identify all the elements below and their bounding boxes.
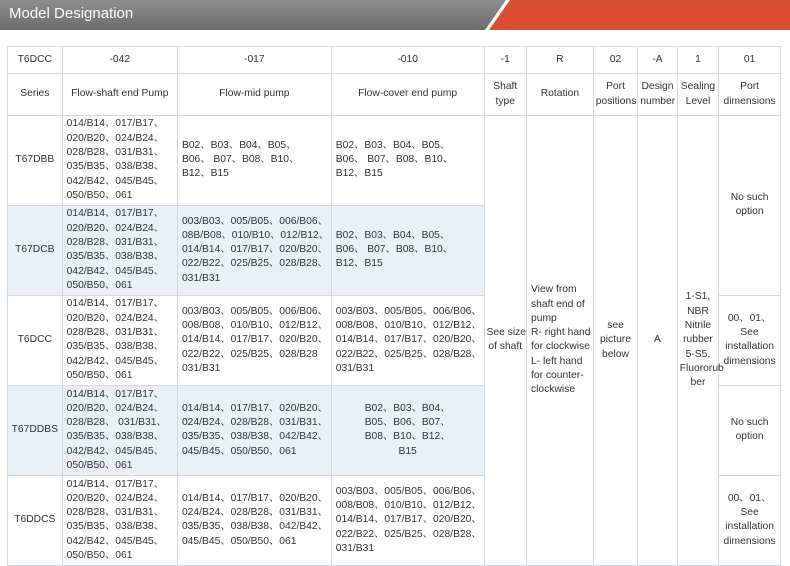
- cell-line: 014/B14、017/B17、: [66, 388, 164, 400]
- cell-line: Nitrile: [684, 319, 712, 331]
- series-cell: T6DCC: [8, 295, 63, 385]
- cell-line: number: [640, 95, 676, 107]
- label-shaft-end: Flow-shaft end Pump: [62, 74, 177, 115]
- cell-line: 050/B50、061: [66, 459, 133, 471]
- cell-line: 035/B35、038/B38、: [66, 251, 164, 263]
- section-banner: [0, 0, 790, 30]
- mid-pump-cell: [177, 205, 331, 295]
- cell-line: shaft end of: [530, 298, 585, 310]
- cell-line: for clockwise: [530, 341, 590, 353]
- cell-line: 028/B28、031/B31、: [66, 147, 164, 158]
- cell-line: View from: [530, 284, 577, 296]
- label-cover: Flow-cover end pump: [331, 74, 484, 115]
- cell-line: 008/B08、010/B10、012/B12、: [335, 319, 482, 331]
- cell-line: B02、B03、B04、: [364, 402, 451, 414]
- cell-line: Level: [685, 95, 711, 107]
- cell-line: 042/B42、045/B45、: [66, 445, 164, 457]
- cell-line: installation: [725, 521, 774, 533]
- cell-line: installation: [725, 341, 774, 353]
- mid-pump-cell: [177, 385, 331, 475]
- cell-line: See: [740, 327, 759, 339]
- shaft-end-cell: [62, 295, 177, 385]
- cell-line: Fluororub: [679, 362, 724, 374]
- cell-line: 1-S1,: [685, 291, 711, 303]
- cover-end-cell: [331, 115, 484, 205]
- cell-line: 035/B35、038/B38、042/B42、: [181, 521, 328, 533]
- cell-line: 014/B14、017/B17、: [66, 208, 164, 220]
- cell-line: 014/B14、017/B17、: [66, 118, 164, 130]
- cell-line: positions: [595, 95, 637, 107]
- label-port-dimensions: [719, 74, 781, 115]
- cell-line: 008/B08、010/B10、012/B12、: [335, 500, 482, 511]
- cell-line: 020/B20、024/B24、: [66, 132, 164, 144]
- cell-line: B05、B06、B07、: [364, 417, 451, 429]
- cell-line: 003/B03、005/B05、006/B06、: [335, 305, 482, 317]
- cell-line: 014/B14、017/B17、: [66, 478, 164, 490]
- cell-line: option: [735, 431, 764, 443]
- cell-line: 035/B35、038/B38、042/B42、: [181, 431, 328, 443]
- code-shaft-type: -1: [484, 47, 526, 74]
- cell-line: 014/B14、017/B17、020/B20、: [335, 334, 482, 346]
- cell-line: See: [740, 507, 759, 519]
- cell-line: ber: [690, 377, 706, 389]
- port-dimensions-cell: [719, 385, 781, 475]
- cell-line: dimensions: [723, 95, 776, 107]
- cell-line: L- left hand: [530, 355, 583, 367]
- cell-line: 014/B14、017/B17、020/B20、: [181, 334, 328, 346]
- code-row: [8, 47, 781, 74]
- code-series: T6DCC: [8, 47, 63, 74]
- cell-line: 020/B20、024/B24、: [66, 492, 164, 504]
- sealing-level-cell: [677, 115, 724, 565]
- shaft-end-cell: [62, 475, 177, 565]
- cell-line: dimensions: [723, 355, 776, 367]
- port-dimensions-cell: [719, 115, 781, 295]
- shaft-type-cell: [484, 115, 526, 565]
- cell-line: 014/B14、017/B17、020/B20、: [181, 244, 328, 256]
- cell-line: type: [495, 95, 515, 107]
- label-rotation: Rotation: [526, 74, 593, 115]
- cell-line: See size: [486, 327, 526, 339]
- code-port-dimensions: 01: [719, 47, 781, 74]
- cell-line: 003/B03、005/B05、006/B06、: [181, 215, 328, 227]
- cell-line: 035/B35、038/B38、: [66, 521, 164, 533]
- cell-line: 024/B24、028/B28、031/B31、: [181, 507, 328, 519]
- cell-line: No such: [730, 192, 769, 204]
- cell-line: 5-S5,: [685, 348, 711, 360]
- cell-line: pump: [530, 312, 557, 324]
- cell-line: 042/B42、045/B45、: [66, 265, 164, 277]
- cell-line: 022/B22、025/B25、028/B28、: [335, 528, 482, 540]
- shaft-end-cell: [62, 385, 177, 475]
- cell-line: 050/B50、061: [66, 279, 133, 291]
- label-port-positions: [593, 74, 638, 115]
- cell-line: 028/B28、031/B31、: [66, 327, 164, 339]
- rotation-cell: [526, 115, 593, 565]
- cell-line: 031/B31: [335, 542, 375, 554]
- label-sealing-level: [677, 74, 718, 115]
- cell-line: 035/B35、038/B38、: [66, 341, 164, 353]
- cell-line: 00、01、: [727, 312, 772, 324]
- cell-line: B12、B15: [181, 168, 229, 180]
- cell-line: 042/B42、045/B45、: [66, 535, 164, 547]
- series-cell: T67DBB: [8, 115, 63, 205]
- cover-end-cell: [331, 385, 484, 475]
- cell-line: 00、01、: [727, 492, 772, 504]
- label-series: Series: [8, 74, 63, 115]
- cell-line: B06、 B07、B08、B10、: [181, 154, 300, 166]
- cell-line: 050/B50、061: [66, 189, 133, 201]
- cell-line: B08、B10、B12、: [364, 431, 451, 443]
- mid-pump-cell: [177, 475, 331, 565]
- cell-line: 028/B28、031/B31、: [66, 507, 164, 519]
- label-shaft-type: [484, 74, 526, 115]
- cell-line: clockwise: [530, 384, 576, 396]
- cell-line: 035/B35、038/B38、: [66, 431, 164, 443]
- series-cell: T6DDCS: [8, 475, 63, 565]
- cell-line: below: [602, 348, 629, 360]
- cell-line: 014/B14、017/B17、: [66, 298, 164, 310]
- cell-line: dimensions: [723, 535, 776, 547]
- cell-line: rubber: [683, 334, 713, 346]
- series-cell: T67DDBS: [8, 385, 63, 475]
- cell-line: 045/B45、050/B50、061: [181, 535, 297, 547]
- cell-line: 042/B42、045/B45、: [66, 355, 164, 367]
- cell-line: 045/B45、050/B50、061: [181, 445, 297, 457]
- code-sealing-level: 1: [677, 47, 718, 74]
- shaft-end-cell: [62, 115, 177, 205]
- cell-line: 020/B20、024/B24、: [66, 222, 164, 234]
- cell-line: No such: [730, 417, 769, 429]
- cell-line: B15: [398, 445, 417, 457]
- code-shaft-end: -042: [62, 47, 177, 74]
- cell-line: 050/B50、061: [66, 550, 133, 562]
- cell-line: 050/B50、061: [66, 369, 133, 381]
- cell-line: of shaft: [488, 341, 523, 353]
- cell-line: Design: [641, 81, 674, 93]
- cell-line: Sealing: [680, 81, 716, 93]
- cell-line: Shaft: [493, 81, 518, 93]
- cell-line: 020/B20、024/B24、: [66, 312, 164, 324]
- cell-line: B02、B03、B04、B05、: [335, 139, 451, 151]
- cell-line: 003/B03、005/B05、006/B06、: [181, 305, 328, 317]
- code-port-positions: 02: [593, 47, 638, 74]
- cell-line: 020/B20、024/B24、: [66, 402, 164, 414]
- cell-line: 028/B28、031/B31、: [66, 237, 164, 249]
- cell-line: 031/B31: [181, 362, 221, 374]
- section-title: Model Designation: [9, 5, 134, 22]
- mid-pump-cell: [177, 295, 331, 385]
- cell-line: B06、 B07、B08、B10、: [335, 154, 454, 166]
- cover-end-cell: [331, 475, 484, 565]
- cell-line: 022/B22、025/B25、028/B28: [181, 348, 318, 360]
- cell-line: picture: [600, 334, 631, 346]
- cell-line: 031/B31: [335, 362, 375, 374]
- cell-line: 003/B03、005/B05、006/B06、: [335, 485, 482, 497]
- cell-line: 031/B31: [181, 272, 221, 284]
- series-cell: T67DCB: [8, 205, 63, 295]
- port-positions-cell: [593, 115, 638, 565]
- mid-pump-cell: [177, 115, 331, 205]
- cell-line: 028/B28、 031/B31、: [66, 417, 167, 429]
- cover-end-cell: [331, 295, 484, 385]
- cell-line: 035/B35、038/B38、: [66, 161, 164, 173]
- label-design-number: [638, 74, 677, 115]
- label-mid: Flow-mid pump: [177, 74, 331, 115]
- code-rotation: R: [526, 47, 593, 74]
- cell-line: 022/B22、025/B25、028/B28、: [181, 258, 328, 270]
- cell-line: Port: [606, 81, 625, 93]
- cell-line: B02、B03、B04、B05、: [335, 229, 451, 241]
- cell-line: 08B/B08、010/B10、012/B12、: [181, 229, 330, 241]
- model-designation-table: [7, 46, 781, 566]
- cover-end-cell: [331, 205, 484, 295]
- cell-line: NBR: [687, 305, 709, 317]
- design-number-cell: A: [638, 115, 677, 565]
- table-row: [8, 115, 781, 205]
- cell-line: 014/B14、017/B17、020/B20、: [181, 402, 328, 414]
- code-mid: -017: [177, 47, 331, 74]
- cell-line: B12、B15: [335, 168, 383, 180]
- cell-line: 014/B14、017/B17、020/B20、: [181, 492, 328, 504]
- cell-line: 008/B08、010/B10、012/B12、: [181, 319, 328, 331]
- cell-line: option: [735, 206, 764, 218]
- cell-line: B12、B15: [335, 258, 383, 270]
- cell-line: see: [607, 319, 624, 331]
- port-dimensions-cell: [719, 475, 781, 565]
- cell-line: Port: [740, 81, 760, 93]
- cell-line: B02、B03、B04、B05、: [181, 139, 297, 151]
- cell-line: 014/B14、017/B17、020/B20、: [335, 514, 482, 526]
- code-design-number: -A: [638, 47, 677, 74]
- port-dimensions-cell: [719, 295, 781, 385]
- cell-line: for counter-: [530, 369, 584, 381]
- cell-line: R- right hand: [530, 327, 591, 339]
- cell-line: 024/B24、028/B28、031/B31、: [181, 417, 328, 429]
- cell-line: B06、 B07、B08、B10、: [335, 244, 454, 256]
- cell-line: 022/B22、025/B25、028/B28、: [335, 348, 482, 360]
- label-row: [8, 74, 781, 115]
- cell-line: 042/B42、045/B45、: [66, 175, 164, 187]
- code-cover: -010: [331, 47, 484, 74]
- shaft-end-cell: [62, 205, 177, 295]
